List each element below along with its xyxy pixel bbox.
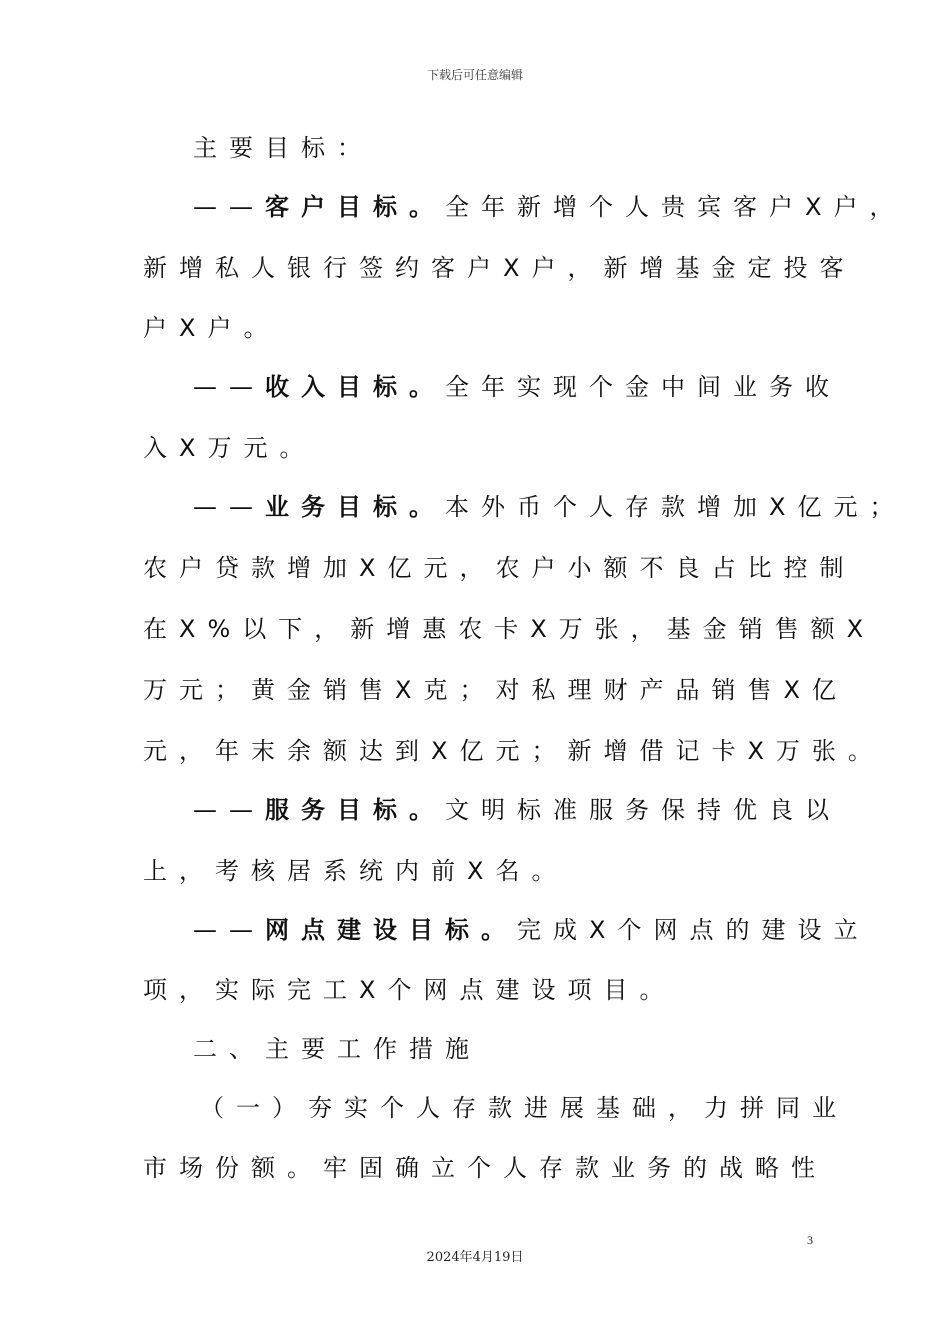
section-heading: 二、主要工作措施 [193, 1035, 481, 1063]
paragraph-line [193, 191, 906, 223]
paragraph-line: 入X万元。 [143, 434, 316, 462]
paragraph-text: 全年实现个金中间业务收 [445, 373, 841, 401]
paragraph-line: 万元；黄金销售X克；对私理财产品销售X亿 [143, 676, 848, 704]
dash-lead: —— [193, 796, 265, 824]
goal-label-customer: 客户目标。 [265, 193, 445, 221]
dash-lead: —— [193, 193, 265, 221]
paragraph-line [193, 371, 863, 403]
paragraph-line [193, 914, 870, 946]
heading-main-goals: 主要目标： [193, 134, 373, 162]
paragraph-line: 市场份额。牢固确立个人存款业务的战略性 [143, 1154, 827, 1182]
paragraph-text: 全年新增个人贵宾客户X户， [445, 193, 906, 221]
dash-lead: —— [193, 373, 265, 401]
page-number: 3 [807, 1233, 813, 1247]
paragraph-line [193, 491, 906, 523]
paragraph-line: 元，年末余额达到X亿元；新增借记卡X万张。 [143, 737, 884, 765]
goal-label-branch: 网点建设目标。 [265, 916, 517, 944]
paragraph-line: 上，考核居系统内前X名。 [143, 857, 568, 885]
paragraph-line: 新增私人银行签约客户X户，新增基金定投客 [143, 254, 856, 282]
paragraph-line: （一）夯实个人存款进展基础，力拼同业 [200, 1094, 848, 1122]
paragraph-text: 文明标准服务保持优良以 [445, 796, 841, 824]
page-footer-date: 2024年4月19日 [426, 1250, 524, 1265]
goal-label-service: 服务目标。 [265, 796, 445, 824]
dash-lead: —— [193, 916, 265, 944]
paragraph-line: 在X%以下，新增惠农卡X万张，基金销售额X [143, 615, 876, 643]
paragraph-line: 农户贷款增加X亿元，农户小额不良占比控制 [143, 554, 856, 582]
goal-label-income: 收入目标。 [265, 373, 445, 401]
paragraph-text: 完成X个网点的建设立 [517, 916, 870, 944]
paragraph-line: 户X户。 [143, 314, 280, 342]
page-header: 下载后可任意编辑 [426, 68, 523, 82]
paragraph-text: 本外币个人存款增加X亿元； [445, 493, 906, 521]
dash-lead: —— [193, 493, 265, 521]
goal-label-business: 业务目标。 [265, 493, 445, 521]
paragraph-line: 项，实际完工X个网点建设项目。 [143, 976, 676, 1004]
paragraph-line [193, 794, 863, 826]
